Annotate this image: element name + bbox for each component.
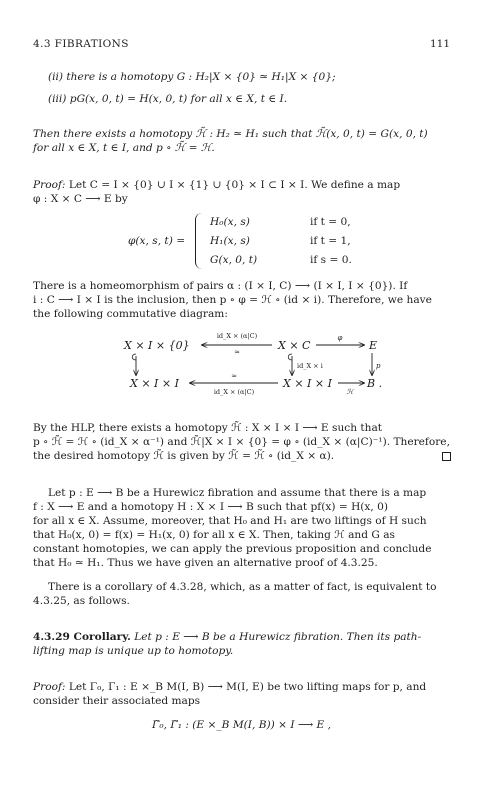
- proof2-line-1: [33, 680, 451, 694]
- hurewicz-line-6: that H₀ ≃ H₁. Thus we have given an alternative proof of 4.3.25.: [33, 557, 378, 569]
- proof2-line-2: consider their associated maps: [33, 695, 201, 707]
- section-title: 4.3 FIBRATIONS: [33, 38, 129, 50]
- case-cond-1: if t = 0,: [310, 216, 351, 228]
- hook-mid: [288, 354, 292, 360]
- proof-text-1: Let C = I × {0} ∪ I × {1} ∪ {0} × I ⊂ I × I. We define a map: [65, 179, 401, 191]
- proof-line-1: [33, 178, 451, 192]
- corollary-line-2: lifting map is unique up to homotopy.: [33, 645, 234, 657]
- homeo-line-3: the following commutative diagram:: [33, 308, 228, 320]
- case-expr-3: G(x, 0, t): [210, 254, 258, 266]
- hypothesis-iii: (iii) pG(x, 0, t) = H(x, 0, t) for all x ∈ X, t ∈ I.: [48, 93, 288, 105]
- case-cond-2: if t = 1,: [310, 235, 351, 247]
- label-top-left-above: id_X × (α|C): [216, 332, 258, 340]
- case-cond-3: if s = 0.: [310, 254, 352, 266]
- corollary-text-1: Let p : E ⟶ B be a Hurewicz fibration. Then its path-: [130, 631, 422, 643]
- running-header: [33, 38, 450, 52]
- label-phi: φ: [337, 334, 343, 342]
- cases-lhs: φ(x, s, t) =: [128, 235, 186, 247]
- corollary-number: 4.3.29 Corollary.: [33, 631, 131, 643]
- hurewicz-line-1: Let p : E ⟶ B be a Hurewicz fibration and assume that there is a map: [48, 487, 427, 499]
- node-bottom-right: B .: [367, 377, 383, 390]
- corollary-intro-line-1: There is a corollary of 4.3.28, which, as a matter of fact, is equivalent to: [48, 581, 437, 593]
- proof-line-2: φ : X × C ⟶ E by: [33, 193, 128, 205]
- hlp-line-2: p ∘ ℋ̃ = ℋ ∘ (id_X × α⁻¹) and ℋ̃|X × I × {0} = φ ∘ (id_X × (α|C)⁻¹). Therefore,: [33, 436, 450, 448]
- qed-square: [442, 452, 451, 461]
- conclusion-line-1: Then there exists a homotopy ℋ̃ : H₂ ≃ H₁ such that ℋ̃(x, 0, t) = G(x, 0, t): [33, 128, 428, 140]
- page-number: 111: [429, 38, 450, 50]
- node-top-mid: X × C: [278, 339, 311, 352]
- homeo-line-1: There is a homeomorphism of pairs α : (I × I, C) ⟶ (I × I, I × {0}). If: [33, 280, 408, 292]
- label-bottom-left-below: id_X × (α|C): [213, 388, 255, 396]
- label-right-vertical: p: [376, 362, 381, 370]
- homeo-line-2: i : C ⟶ I × I is the inclusion, then p ∘ φ = ℋ ∘ (id × i). Therefore, we have: [33, 294, 432, 306]
- hlp-line-1: By the HLP, there exists a homotopy ℋ̃ : X × I × I ⟶ E such that: [33, 422, 383, 434]
- commutative-diagram: [110, 330, 410, 402]
- label-top-left-below: ≈: [234, 348, 240, 356]
- hurewicz-line-4: that H₀(x, 0) = f(x) = H₁(x, 0) for all x ∈ X. Then, taking ℋ and G as: [33, 529, 395, 541]
- node-top-left: X × I × {0}: [124, 339, 190, 352]
- node-top-right: E: [369, 339, 378, 352]
- hurewicz-line-5: constant homotopies, we can apply the previous proposition and conclude: [33, 543, 432, 555]
- hook-left: [132, 354, 136, 360]
- corollary-intro-line-2: 4.3.25, as follows.: [33, 595, 130, 607]
- final-formula: Γ̃₀, Γ̃₁ : (E ×_B M(I, B)) × I ⟶ E ,: [152, 719, 331, 731]
- left-brace: [195, 213, 204, 269]
- case-expr-1: H₀(x, s): [210, 216, 250, 228]
- label-h: ℋ: [346, 388, 354, 396]
- piecewise-definition: [128, 213, 388, 273]
- hlp-line-3: the desired homotopy ℋ̃ is given by ℋ̃ = ℋ̃ ∘ (id_X × α).: [33, 450, 335, 462]
- proof2-text-1: Let Γ₀, Γ₁ : E ×_B M(I, B) ⟶ M(I, E) be two lifting maps for p, and: [65, 681, 427, 693]
- case-expr-2: H₁(x, s): [210, 235, 250, 247]
- proof-label: Proof:: [33, 179, 66, 191]
- node-bottom-mid: X × I × I: [283, 377, 332, 390]
- hypothesis-ii: (ii) there is a homotopy G : H₂|X × {0} ≃ H₁|X × {0};: [48, 71, 336, 83]
- hurewicz-line-3: for all x ∈ X. Assume, moreover, that H₀ and H₁ are two liftings of H such: [33, 515, 427, 527]
- proof2-label: Proof:: [33, 681, 66, 693]
- label-mid-vertical: id_X × i: [297, 362, 323, 370]
- node-bottom-left: X × I × I: [130, 377, 179, 390]
- label-bottom-left-above: ≈: [231, 372, 237, 380]
- conclusion-line-2: for all x ∈ X, t ∈ I, and p ∘ ℋ̃ = ℋ.: [33, 142, 215, 154]
- hurewicz-line-2: f : X ⟶ E and a homotopy H : X × I ⟶ B such that pf(x) = H(x, 0): [33, 501, 389, 513]
- corollary-line-1: [33, 630, 451, 644]
